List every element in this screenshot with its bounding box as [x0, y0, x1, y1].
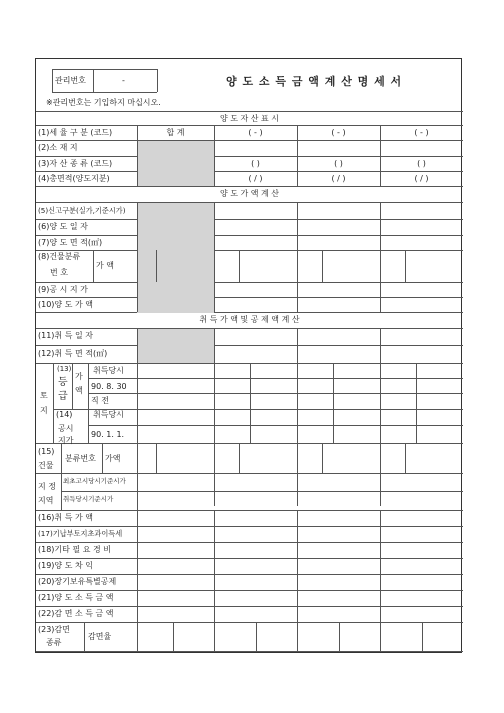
grid-col — [61, 443, 62, 510]
row-1-code-a: ( - ) — [248, 128, 263, 137]
desig-label-a: 지 정 — [38, 482, 56, 491]
grid-row — [88, 425, 463, 426]
row-7-label: (7)양 도 면 적(㎡) — [38, 238, 103, 247]
grid-col — [88, 363, 89, 443]
bldg-price: 가액 — [105, 454, 121, 463]
acq-std-price: 취득당시기준시가 — [63, 495, 114, 503]
grid-col — [137, 125, 138, 186]
grid-col — [297, 202, 298, 312]
shaded-cell — [137, 203, 214, 313]
grid-col — [297, 622, 298, 651]
rule — [36, 473, 463, 474]
row-11-label: (11)취 득 일 자 — [38, 331, 93, 340]
grid-row — [61, 491, 463, 492]
grid-row — [88, 378, 463, 379]
grid-row — [88, 393, 463, 394]
row-1-code-b: ( - ) — [331, 128, 346, 137]
grid-col — [339, 622, 340, 651]
grid-col — [173, 622, 174, 651]
row-20-label: (20)장기보유특별공제 — [38, 577, 117, 586]
row-1-label: (1)세 율 구 분 (코드) — [38, 128, 113, 137]
grid-col — [380, 622, 381, 651]
grid-col — [256, 622, 257, 651]
acq-time-1: 취득당시 — [93, 366, 124, 375]
grid-col — [250, 363, 251, 443]
grid-col — [239, 250, 240, 282]
land-label-b: 지 — [40, 406, 48, 415]
row-19-label: (19)양 도 차 익 — [38, 561, 93, 570]
grade-price-a: 가 — [75, 372, 83, 381]
desig-label-b: 지역 — [38, 496, 54, 505]
rule — [36, 202, 463, 203]
rule — [36, 443, 463, 444]
grid-col — [137, 328, 138, 651]
grid-col — [214, 125, 215, 186]
rule — [36, 526, 463, 527]
rule — [36, 111, 463, 112]
form-sheet — [35, 58, 462, 653]
rule — [36, 186, 463, 187]
mgmt-box-divider — [93, 69, 94, 92]
row-23-label-b: 종류 — [46, 638, 62, 647]
date-900830: 90. 8. 30 — [91, 382, 127, 391]
grid-col — [214, 510, 215, 622]
row-8-label-a: (8)건물분류 — [38, 252, 81, 261]
reduction-rate: 감면율 — [88, 632, 112, 641]
grid-col — [156, 443, 157, 473]
grid-col — [380, 125, 381, 186]
row-10-label: (10)양 도 가 액 — [38, 300, 93, 309]
rule — [36, 156, 463, 157]
row-3-paren-b: ( ) — [334, 159, 343, 168]
grid-col — [416, 363, 417, 443]
grid-col — [297, 328, 298, 506]
row-3-paren-c: ( ) — [417, 159, 426, 168]
row-1-total: 합 계 — [166, 128, 185, 137]
rule — [36, 235, 463, 236]
grade-price-b: 액 — [75, 386, 83, 395]
date-900101: 90. 1. 1. — [91, 430, 125, 439]
row-4-frac-c: ( / ) — [414, 174, 429, 183]
section-asset: 양 도 자 산 표 시 — [219, 114, 280, 123]
row-17-label: (17)기납부토지초과이득세 — [38, 529, 123, 538]
grid-col — [380, 202, 381, 312]
grid-col — [156, 250, 157, 282]
rule — [36, 542, 463, 543]
bldg-label: 건물 — [38, 461, 54, 470]
row-2-label: (2)소 재 지 — [38, 143, 78, 152]
grade-label-a: 등 — [58, 377, 68, 388]
grid-col — [380, 328, 381, 506]
rule — [36, 345, 463, 346]
row-23-label-a: (23)감면 — [38, 625, 70, 634]
page-title: 양 도 소 득 금 액 계 산 명 세 서 — [226, 75, 403, 88]
row-12-label: (12)취 득 면 적(㎡) — [38, 349, 108, 358]
grid-col — [72, 363, 73, 409]
mgmt-box-right — [157, 69, 158, 92]
rule — [36, 606, 463, 607]
grid-col — [405, 443, 406, 473]
row-3-paren-a: ( ) — [251, 159, 260, 168]
grid-col — [84, 622, 85, 651]
grid-col — [214, 622, 215, 651]
row-16-label: (16)취 득 가 액 — [38, 513, 93, 522]
rule — [36, 282, 463, 283]
rule — [36, 510, 463, 511]
rule — [36, 312, 463, 313]
rule — [36, 140, 463, 141]
grid-col — [322, 443, 323, 473]
mgmt-box-left — [52, 69, 53, 92]
mgmt-note: ※관리번호는 기입하지 마십시오. — [46, 98, 161, 107]
row-9-label: (9)공 시 지 가 — [38, 285, 88, 294]
mgmt-box-bottom — [52, 92, 157, 93]
acq-time-2: 취득당시 — [93, 410, 124, 419]
grid-col — [214, 202, 215, 312]
row-1-code-c: ( - ) — [414, 128, 429, 137]
grid-col — [380, 510, 381, 622]
section-price: 양 도 가 액 계 산 — [219, 189, 280, 198]
just-before: 직 전 — [91, 396, 109, 405]
grid-col — [297, 510, 298, 622]
row-8-label-b: 번 호 — [50, 268, 68, 277]
row-4-frac-a: ( / ) — [248, 174, 263, 183]
rule — [36, 574, 463, 575]
grid-col — [333, 363, 334, 443]
grid-col — [239, 443, 240, 473]
mgmt-label: 관리번호 — [55, 76, 86, 85]
mgmt-value: - — [122, 76, 125, 85]
rule — [36, 297, 463, 298]
grade-label-b: 급 — [58, 391, 68, 402]
rule — [36, 622, 463, 623]
row-6-label: (6)양 도 일 자 — [38, 222, 88, 231]
rule — [36, 125, 463, 126]
rule — [36, 651, 463, 652]
grid-col — [214, 328, 215, 506]
rule — [36, 590, 463, 591]
rule — [36, 219, 463, 220]
land-label-a: 토 — [40, 391, 48, 400]
row-15-number: (15) — [38, 447, 55, 456]
shaded-cell — [137, 141, 214, 186]
row-4-label: (4)총면적(양도지분) — [38, 174, 110, 183]
grid-col — [102, 443, 103, 473]
rule — [36, 171, 463, 172]
row-4-frac-b: ( / ) — [331, 174, 346, 183]
rule — [36, 328, 463, 329]
row-3-label: (3)자 산 종 류 (코드) — [38, 159, 113, 168]
grid-col — [53, 363, 54, 443]
shaded-cell — [137, 329, 214, 363]
row-18-label: (18)기타 필 요 경 비 — [38, 545, 111, 554]
rule — [36, 250, 463, 251]
grid-row — [53, 409, 463, 410]
row-21-label: (21)양 도 소 득 금 액 — [38, 593, 114, 602]
pub-label-a: 공시 — [58, 424, 74, 433]
mgmt-box-top — [52, 69, 157, 70]
grid-col — [137, 202, 138, 312]
grid-col — [297, 125, 298, 186]
grid-col — [322, 250, 323, 282]
grid-col — [422, 622, 423, 651]
latest-std-price: 최초고시당시기준시가 — [63, 477, 126, 485]
row-14-number: (14) — [56, 410, 73, 419]
row-13-number: (13) — [57, 365, 72, 373]
rule — [36, 558, 463, 559]
pub-label-b: 지가 — [58, 436, 74, 445]
bldg-class-no: 분류번호 — [65, 454, 96, 463]
row-22-label: (22)감 면 소 득 금 액 — [38, 609, 114, 618]
section-acquisition: 취 득 가 액 및 공 제 액 계 산 — [199, 315, 300, 324]
grid-col — [405, 250, 406, 282]
row-8-price: 가 액 — [96, 261, 114, 270]
grid-col — [93, 250, 94, 282]
row-5-label: (5)신고구분(실가,기준시가) — [38, 206, 126, 215]
